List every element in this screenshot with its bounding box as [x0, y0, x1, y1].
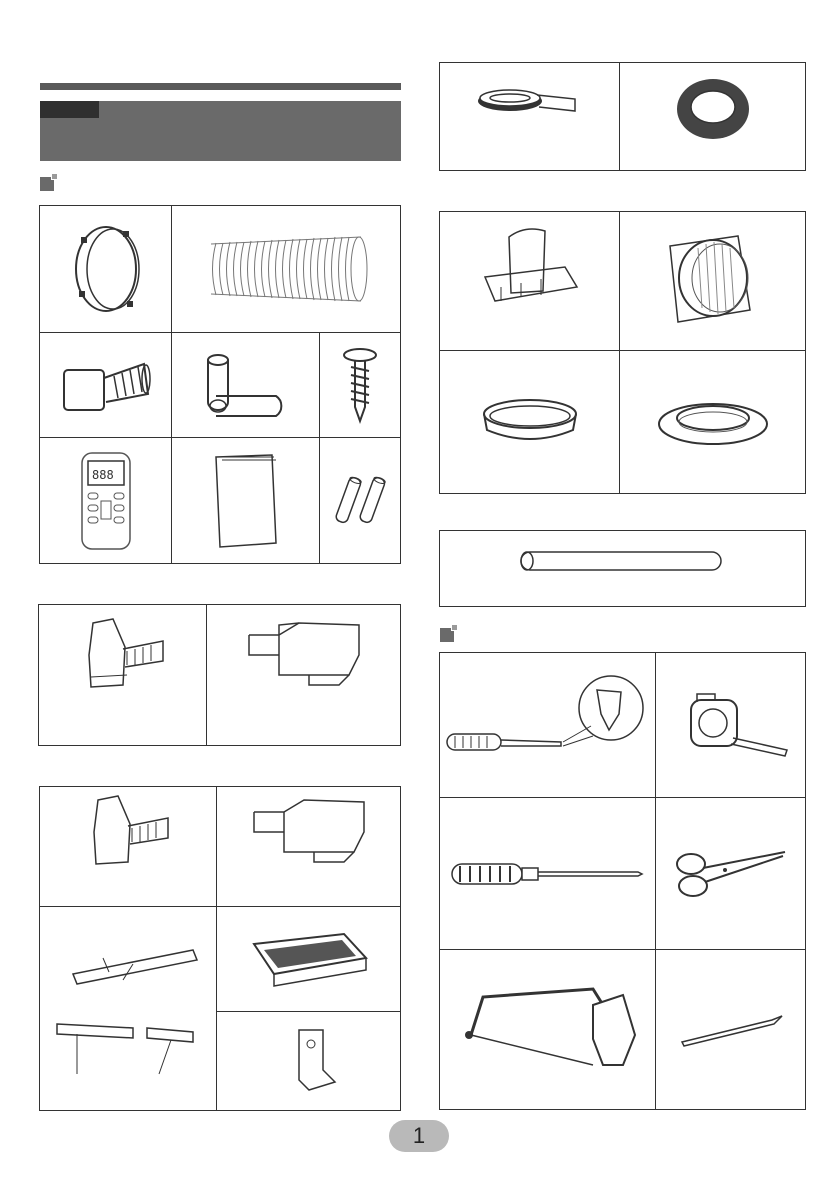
section-header-tab: [40, 101, 99, 118]
phillips-screwdriver-illustration: [440, 653, 655, 797]
top-rule: [40, 83, 401, 90]
window-adapter-wide-illustration-2: [217, 787, 400, 877]
user-manual-illustration: [172, 438, 319, 563]
hacksaw-illustration: [440, 950, 655, 1109]
screw-illustration: [320, 333, 400, 437]
pipe-table: [439, 530, 806, 607]
vent-grille-illustration: [217, 907, 400, 1011]
remote-control-illustration: [40, 438, 171, 563]
drain-adapter-illustration: [40, 333, 171, 437]
tools-table: [439, 652, 806, 1110]
window-adapter-flat-illustration: [39, 605, 206, 705]
window-kit-b-table: [39, 786, 401, 1111]
batteries-illustration: [320, 438, 400, 563]
tape-measure-illustration: [656, 653, 805, 797]
l-bracket-illustration: [217, 1012, 400, 1110]
pencil-illustration: [656, 950, 805, 1109]
wall-flange-illustration: [620, 212, 805, 350]
wall-adapter-table: [439, 211, 806, 494]
window-slider-panels-illustration: [40, 907, 216, 1110]
square-section-icon: [40, 173, 58, 191]
square-section-icon: [440, 624, 458, 642]
tape-table: [439, 62, 806, 171]
exhaust-hose-illustration: [172, 206, 400, 332]
window-kit-a-table: [38, 604, 401, 746]
flat-ring-illustration: [620, 351, 805, 493]
foam-tape-illustration: [440, 63, 619, 138]
accessories-table: [39, 205, 401, 564]
pipe-illustration: [440, 531, 805, 591]
flat-screwdriver-illustration: [440, 798, 655, 949]
elbow-connector-illustration: [172, 333, 319, 437]
wall-adapter-illustration: [440, 212, 619, 322]
window-adapter-wide-illustration: [207, 605, 400, 705]
page-number: 1: [389, 1120, 449, 1152]
scissors-illustration: [656, 798, 805, 949]
connector-ring-illustration: [440, 351, 619, 493]
window-adapter-flat-illustration-2: [40, 787, 216, 877]
foam-seal-roll-illustration: [620, 63, 805, 153]
svg-text:888: 888: [91, 467, 114, 482]
hose-ring-illustration: [40, 206, 171, 332]
